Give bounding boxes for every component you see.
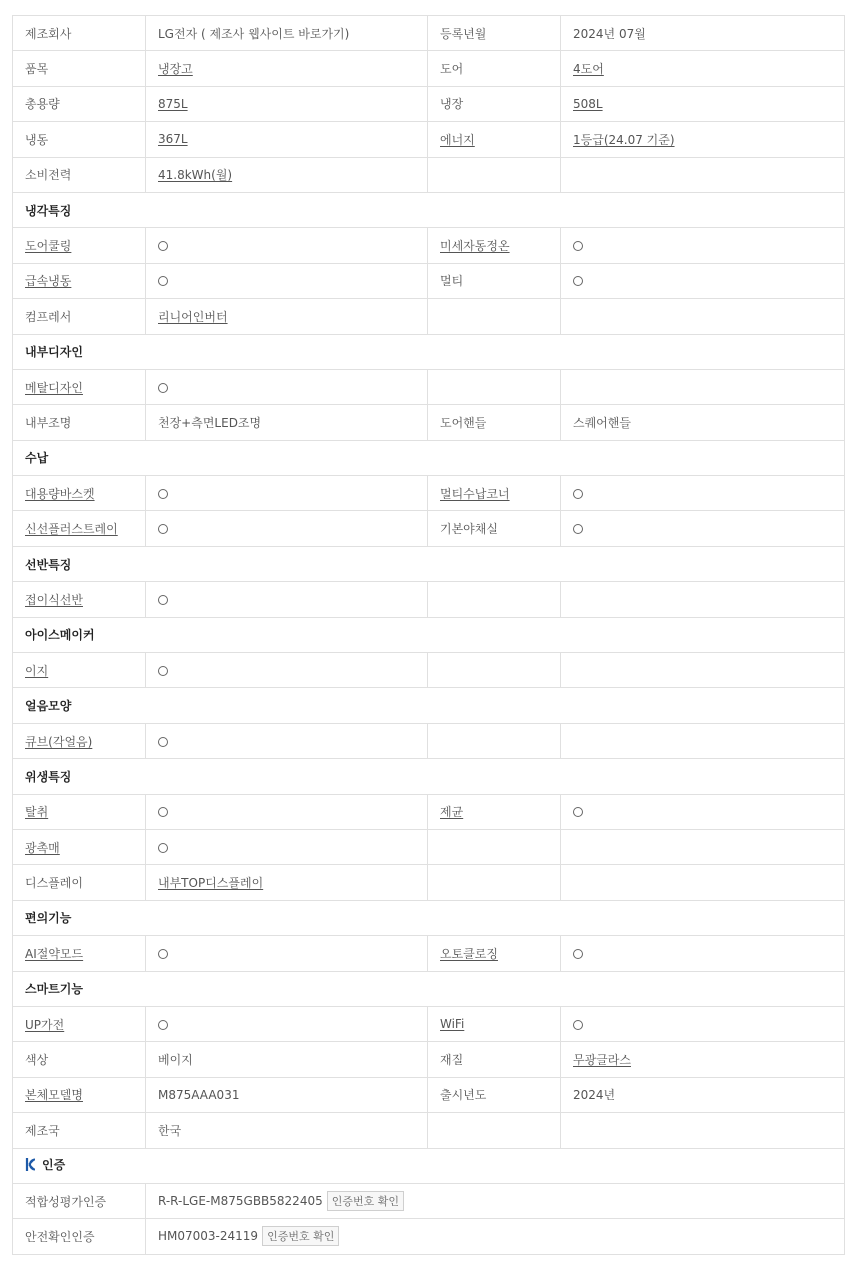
spec-value — [146, 157, 428, 192]
spec-row-cert — [13, 1183, 845, 1218]
spec-label-link[interactable]: 도어쿨링 — [25, 239, 72, 254]
cert-verify-button[interactable]: 인증번호 확인 — [327, 1191, 404, 1211]
section-header — [13, 617, 845, 652]
spec-label-link[interactable]: 미세자동정온 — [440, 239, 510, 254]
spec-row — [13, 794, 845, 829]
spec-value — [146, 936, 428, 971]
empty-cell — [561, 299, 845, 334]
spec-row — [13, 51, 845, 86]
spec-value — [561, 794, 845, 829]
spec-row — [13, 829, 845, 864]
spec-label: 냉동 — [13, 122, 146, 157]
spec-row — [13, 723, 845, 758]
spec-value — [146, 86, 428, 121]
spec-value — [146, 582, 428, 617]
spec-label: 제조국 — [13, 1113, 146, 1148]
section-title: 얼음모양 — [13, 688, 845, 723]
empty-cell — [561, 582, 845, 617]
spec-value: 한국 — [146, 1113, 428, 1148]
empty-cell — [561, 865, 845, 900]
circle-icon — [158, 666, 168, 676]
circle-icon — [158, 383, 168, 393]
spec-value — [561, 263, 845, 298]
spec-row — [13, 405, 845, 440]
spec-label: 도어핸들 — [428, 405, 561, 440]
spec-row-manufacturer — [13, 16, 845, 51]
spec-value-link[interactable]: 냉장고 — [158, 62, 193, 77]
empty-cell — [561, 369, 845, 404]
spec-label: 품목 — [13, 51, 146, 86]
section-title: 인증 — [42, 1158, 66, 1173]
circle-icon — [573, 241, 583, 251]
spec-value-link[interactable]: 4도어 — [573, 62, 604, 77]
spec-label-link[interactable]: 광촉매 — [25, 840, 60, 855]
spec-label: 내부조명 — [13, 405, 146, 440]
empty-cell — [561, 829, 845, 864]
spec-value: M875AAA031 — [146, 1077, 428, 1112]
spec-label: 디스플레이 — [13, 865, 146, 900]
spec-row — [13, 369, 845, 404]
spec-row — [13, 228, 845, 263]
section-header — [13, 1148, 845, 1183]
kc-cert-icon — [25, 1157, 38, 1175]
spec-value — [146, 1183, 845, 1218]
spec-label — [13, 936, 146, 971]
spec-row — [13, 122, 845, 157]
spec-value-link[interactable]: 508L — [573, 96, 603, 111]
spec-label-link[interactable]: 멀티수납코너 — [440, 486, 510, 501]
spec-label — [428, 936, 561, 971]
circle-icon — [158, 807, 168, 817]
spec-label-link[interactable]: AI절약모드 — [25, 946, 84, 961]
spec-value — [561, 228, 845, 263]
section-title: 편의기능 — [13, 900, 845, 935]
section-header — [13, 759, 845, 794]
spec-label: 안전확인인증 — [13, 1219, 146, 1254]
spec-value — [146, 16, 428, 51]
spec-value — [561, 51, 845, 86]
section-title: 스마트기능 — [13, 971, 845, 1006]
product-spec-panel — [12, 15, 844, 1255]
spec-label: 컴프레서 — [13, 299, 146, 334]
spec-value — [146, 511, 428, 546]
spec-value: 천장+측면LED조명 — [146, 405, 428, 440]
spec-label: 재질 — [428, 1042, 561, 1077]
section-title: 수납 — [13, 440, 845, 475]
section-title: 내부디자인 — [13, 334, 845, 369]
empty-cell — [428, 157, 561, 192]
circle-icon — [573, 1020, 583, 1030]
spec-value: 2024년 — [561, 1077, 845, 1112]
spec-label — [428, 476, 561, 511]
spec-value — [561, 1006, 845, 1041]
spec-value — [146, 369, 428, 404]
spec-value — [561, 511, 845, 546]
spec-label-link[interactable]: 탈취 — [25, 805, 49, 820]
empty-cell — [561, 723, 845, 758]
spec-label — [13, 369, 146, 404]
spec-label — [13, 723, 146, 758]
spec-label-link[interactable]: 접이식선반 — [25, 592, 83, 607]
manufacturer-name: LG전자 — [158, 26, 198, 41]
empty-cell — [428, 1113, 561, 1148]
spec-value — [146, 263, 428, 298]
spec-label-link[interactable]: UP가전 — [25, 1017, 65, 1032]
spec-label — [13, 582, 146, 617]
empty-cell — [428, 299, 561, 334]
spec-value — [561, 936, 845, 971]
manufacturer-website-link[interactable]: ( 제조사 웹사이트 바로가기) — [197, 26, 350, 41]
spec-row — [13, 936, 845, 971]
spec-label: 제조회사 — [13, 16, 146, 51]
section-title: 냉각특징 — [13, 192, 845, 227]
spec-value — [561, 476, 845, 511]
spec-row — [13, 511, 845, 546]
cert-verify-button[interactable]: 인증번호 확인 — [262, 1226, 339, 1246]
spec-label-link[interactable]: 대용량바스켓 — [25, 486, 95, 501]
spec-value — [146, 829, 428, 864]
spec-label: 소비전력 — [13, 157, 146, 192]
circle-icon — [573, 949, 583, 959]
section-title: 선반특징 — [13, 546, 845, 581]
spec-label: 냉장 — [428, 86, 561, 121]
section-title: 아이스메이커 — [13, 617, 845, 652]
empty-cell — [428, 723, 561, 758]
spec-row — [13, 476, 845, 511]
spec-row — [13, 582, 845, 617]
circle-icon — [573, 807, 583, 817]
spec-label-link[interactable]: 신선플러스트레이 — [25, 522, 118, 537]
spec-label: 기본야채실 — [428, 511, 561, 546]
spec-row — [13, 1113, 845, 1148]
spec-table — [12, 15, 845, 1255]
spec-value-link[interactable]: 41.8kWh(월) — [158, 168, 233, 183]
spec-value — [146, 1219, 845, 1254]
circle-icon — [158, 843, 168, 853]
circle-icon — [573, 524, 583, 534]
spec-label — [428, 794, 561, 829]
section-header — [13, 334, 845, 369]
spec-row — [13, 1006, 845, 1041]
spec-value-link[interactable]: 무광글라스 — [573, 1053, 631, 1068]
spec-label — [13, 511, 146, 546]
spec-value-link[interactable]: 875L — [158, 96, 188, 111]
spec-label — [428, 228, 561, 263]
spec-value — [561, 86, 845, 121]
empty-cell — [428, 369, 561, 404]
spec-value — [146, 299, 428, 334]
spec-label: 멀티 — [428, 263, 561, 298]
spec-label — [13, 476, 146, 511]
circle-icon — [158, 276, 168, 286]
spec-label: 도어 — [428, 51, 561, 86]
spec-label: 색상 — [13, 1042, 146, 1077]
spec-label-link[interactable]: 급속냉동 — [25, 274, 72, 289]
spec-row — [13, 157, 845, 192]
spec-value — [146, 723, 428, 758]
spec-label-link[interactable]: 큐브(각얼음) — [25, 734, 93, 749]
spec-label — [13, 794, 146, 829]
empty-cell — [428, 582, 561, 617]
spec-value-link[interactable]: 367L — [158, 132, 188, 147]
spec-value — [146, 653, 428, 688]
spec-label: 출시년도 — [428, 1077, 561, 1112]
spec-label-link[interactable]: 메탈디자인 — [25, 380, 83, 395]
spec-label — [13, 228, 146, 263]
spec-value: 베이지 — [146, 1042, 428, 1077]
spec-row — [13, 263, 845, 298]
circle-icon — [158, 241, 168, 251]
section-header — [13, 900, 845, 935]
empty-cell — [428, 865, 561, 900]
spec-value: 스퀘어핸들 — [561, 405, 845, 440]
spec-value-link[interactable]: 리니어인버터 — [158, 309, 228, 324]
circle-icon — [158, 489, 168, 499]
spec-label: 등록년월 — [428, 16, 561, 51]
spec-label-link[interactable]: WiFi — [440, 1017, 465, 1032]
section-header — [13, 688, 845, 723]
spec-label — [13, 1077, 146, 1112]
spec-label-link[interactable]: 제균 — [440, 805, 464, 820]
spec-row — [13, 1042, 845, 1077]
spec-row — [13, 653, 845, 688]
spec-row — [13, 86, 845, 121]
spec-value — [146, 794, 428, 829]
spec-label-link[interactable]: 오토클로징 — [440, 946, 498, 961]
spec-label — [13, 653, 146, 688]
cert-number: R-R-LGE-M875GBB5822405 — [158, 1194, 323, 1209]
spec-value — [561, 1042, 845, 1077]
section-header — [13, 546, 845, 581]
spec-row — [13, 1077, 845, 1112]
spec-label — [428, 122, 561, 157]
spec-label — [13, 829, 146, 864]
section-title-cert — [13, 1148, 845, 1183]
spec-label — [13, 1006, 146, 1041]
spec-value-link[interactable]: 내부TOP디스플레이 — [158, 876, 264, 891]
circle-icon — [573, 276, 583, 286]
spec-value-link[interactable]: 1등급(24.07 기준) — [573, 132, 675, 147]
circle-icon — [158, 595, 168, 605]
spec-label-link[interactable]: 이지 — [25, 663, 49, 678]
empty-cell — [561, 157, 845, 192]
empty-cell — [561, 653, 845, 688]
spec-row — [13, 299, 845, 334]
spec-value — [146, 1006, 428, 1041]
spec-label — [428, 1006, 561, 1041]
spec-value — [146, 228, 428, 263]
spec-value: 2024년 07월 — [561, 16, 845, 51]
circle-icon — [158, 737, 168, 747]
spec-label: 총용량 — [13, 86, 146, 121]
circle-icon — [573, 489, 583, 499]
section-header — [13, 971, 845, 1006]
circle-icon — [158, 524, 168, 534]
empty-cell — [428, 653, 561, 688]
section-header — [13, 192, 845, 227]
spec-label — [13, 263, 146, 298]
empty-cell — [428, 829, 561, 864]
spec-value — [561, 122, 845, 157]
spec-value — [146, 51, 428, 86]
circle-icon — [158, 1020, 168, 1030]
spec-label-link[interactable]: 본체모델명 — [25, 1088, 83, 1103]
spec-value — [146, 122, 428, 157]
empty-cell — [561, 1113, 845, 1148]
spec-label: 적합성평가인증 — [13, 1183, 146, 1218]
spec-row-cert — [13, 1219, 845, 1254]
spec-value — [146, 476, 428, 511]
spec-label-link[interactable]: 에너지 — [440, 132, 475, 147]
spec-row — [13, 865, 845, 900]
section-title: 위생특징 — [13, 759, 845, 794]
spec-value — [146, 865, 428, 900]
section-header — [13, 440, 845, 475]
circle-icon — [158, 949, 168, 959]
cert-number: HM07003-24119 — [158, 1229, 259, 1244]
